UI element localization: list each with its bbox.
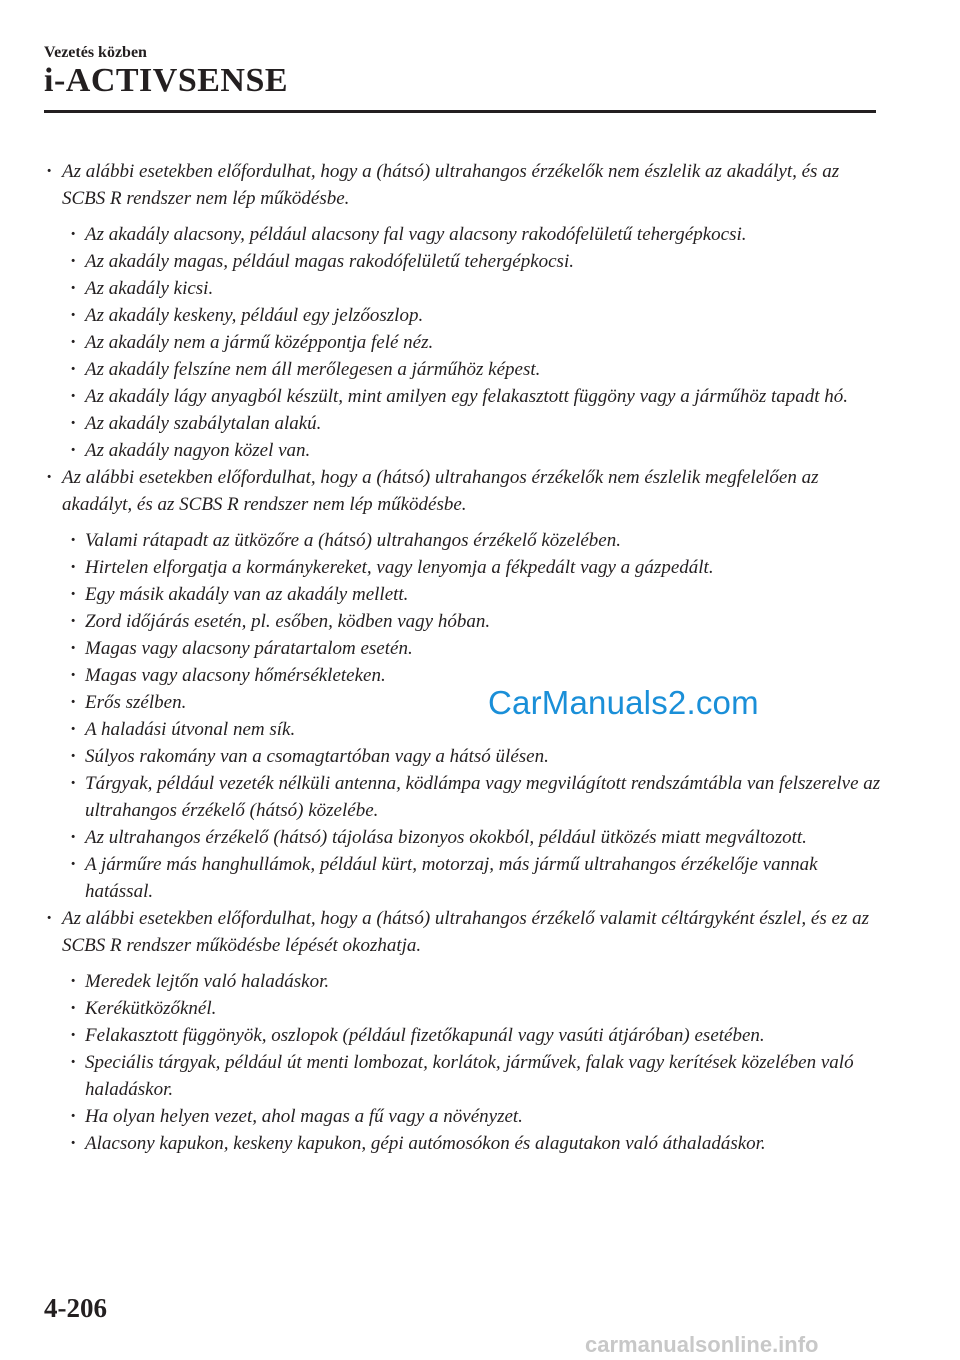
sub-list-item-text: Ha olyan helyen vezet, ahol magas a fű vagy a növényzet.	[85, 1106, 523, 1127]
section-label: Vezetés közben	[44, 44, 147, 61]
sub-list-item	[44, 770, 884, 824]
sub-list-item	[44, 383, 884, 410]
bullet-item	[44, 464, 884, 518]
bullet-dot-icon: ·	[70, 1133, 77, 1154]
bullet-dot-icon: ·	[70, 638, 77, 659]
sub-list-item-text: Alacsony kapukon, keskeny kapukon, gépi autómosókon és alagutakon való áthaladáskor.	[85, 1133, 766, 1154]
bullet-dot-icon: ·	[70, 746, 77, 767]
sub-list-item-text: Tárgyak, például vezeték nélküli antenna, ködlámpa vagy megvilágított rendszámtábla van felszerelve az ultrahangos érzékelő (hátsó) közelébe.	[85, 773, 881, 821]
header-divider	[44, 110, 876, 113]
sub-list-item-text: Egy másik akadály van az akadály mellett.	[85, 584, 409, 605]
manual-content	[44, 158, 884, 1157]
sub-list-item	[44, 608, 884, 635]
bullet-dot-icon: ·	[70, 440, 77, 461]
source-watermark: carmanualsonline.info	[585, 1332, 819, 1357]
sub-list-item-text: Felakasztott függönyök, oszlopok (például fizetőkapunál vagy vasúti átjáróban) esetében.	[85, 1025, 765, 1046]
sub-list-item-text: Meredek lejtőn való haladáskor.	[85, 971, 330, 992]
sub-list-item	[44, 410, 884, 437]
sub-list-item-text: Az akadály felszíne nem áll merőlegesen a járműhöz képest.	[85, 359, 541, 380]
sub-list-item-text: A járműre más hanghullámok, például kürt, motorzaj, más jármű ultrahangos érzékelője vannak hatással.	[85, 854, 818, 902]
bullet-item	[44, 158, 884, 212]
bullet-text: Az alábbi esetekben előfordulhat, hogy a (hátsó) ultrahangos érzékelők nem észlelik megfelelően az akadályt, és az SCBS R rendszer nem lép működésbe.	[62, 467, 819, 515]
sub-list-item-text: Zord időjárás esetén, pl. esőben, ködben vagy hóban.	[85, 611, 491, 632]
sub-list-item	[44, 1049, 884, 1103]
sub-list-item-text: Speciális tárgyak, például út menti lombozat, korlátok, járművek, falak vagy kerítések közelében való haladáskor.	[85, 1052, 854, 1100]
sub-list-item-text: Magas vagy alacsony hőmérsékleteken.	[85, 665, 386, 686]
sub-list-item	[44, 743, 884, 770]
sub-list-item-text: Az akadály nagyon közel van.	[85, 440, 311, 461]
bullet-text: Az alábbi esetekben előfordulhat, hogy a (hátsó) ultrahangos érzékelő valamit céltárgyként észlel, és ez az SCBS R rendszer működésbe lépését okozhatja.	[62, 908, 869, 956]
sub-list-item	[44, 1022, 884, 1049]
sub-list-item	[44, 248, 884, 275]
bullet-dot-icon: ·	[70, 413, 77, 434]
sub-list-item-text: Az akadály lágy anyagból készült, mint amilyen egy felakasztott függöny vagy a járműhöz tapadt hó.	[85, 386, 849, 407]
bullet-section-1	[44, 158, 884, 464]
sub-list-item	[44, 1103, 884, 1130]
sub-list	[44, 221, 884, 464]
sub-list-item	[44, 995, 884, 1022]
bullet-dot-icon: ·	[70, 278, 77, 299]
bullet-dot-icon: ·	[70, 854, 77, 875]
bullet-dot-icon: ·	[70, 332, 77, 353]
bullet-dot-icon: ·	[70, 773, 77, 794]
sub-list-item	[44, 824, 884, 851]
page-number: 4-206	[44, 1293, 107, 1323]
bullet-item	[44, 905, 884, 959]
bullet-dot-icon: ·	[70, 827, 77, 848]
bullet-dot-icon: ·	[46, 161, 53, 182]
watermark-text: CarManuals2.com	[488, 684, 759, 721]
sub-list-item	[44, 1130, 884, 1157]
sub-list-item	[44, 635, 884, 662]
bullet-dot-icon: ·	[70, 584, 77, 605]
bullet-dot-icon: ·	[70, 611, 77, 632]
sub-list-item	[44, 851, 884, 905]
sub-list-item-text: Az akadály alacsony, például alacsony fal vagy alacsony rakodófelületű tehergépkocsi.	[85, 224, 747, 245]
sub-list-item-text: Az akadály kicsi.	[85, 278, 214, 299]
sub-list-item	[44, 329, 884, 356]
sub-list-item-text: Az akadály szabálytalan alakú.	[85, 413, 322, 434]
sub-list-item	[44, 527, 884, 554]
sub-list-item	[44, 554, 884, 581]
bullet-dot-icon: ·	[70, 692, 77, 713]
bullet-text: Az alábbi esetekben előfordulhat, hogy a (hátsó) ultrahangos érzékelők nem észlelik az akadályt, és az SCBS R rendszer nem lép működésbe.	[62, 161, 840, 209]
sub-list-item	[44, 275, 884, 302]
sub-list	[44, 968, 884, 1157]
sub-list-item	[44, 221, 884, 248]
page-title: i-ACTIVSENSE	[44, 62, 289, 99]
sub-list-item-text: Kerékütközőknél.	[85, 998, 217, 1019]
bullet-dot-icon: ·	[70, 665, 77, 686]
sub-list-item-text: Erős szélben.	[85, 692, 187, 713]
sub-list-item-text: Az ultrahangos érzékelő (hátsó) tájolása bizonyos okokból, például ütközés miatt megváltozott.	[85, 827, 807, 848]
bullet-dot-icon: ·	[70, 1025, 77, 1046]
bullet-dot-icon: ·	[70, 305, 77, 326]
bullet-dot-icon: ·	[70, 719, 77, 740]
bullet-dot-icon: ·	[46, 467, 53, 488]
bullet-dot-icon: ·	[46, 908, 53, 929]
sub-list-item-text: A haladási útvonal nem sík.	[85, 719, 296, 740]
bullet-dot-icon: ·	[70, 386, 77, 407]
bullet-dot-icon: ·	[70, 530, 77, 551]
sub-list-item-text: Magas vagy alacsony páratartalom esetén.	[85, 638, 413, 659]
sub-list-item	[44, 581, 884, 608]
sub-list-item-text: Az akadály keskeny, például egy jelzőoszlop.	[85, 305, 424, 326]
bullet-dot-icon: ·	[70, 557, 77, 578]
sub-list-item	[44, 356, 884, 383]
bullet-dot-icon: ·	[70, 1106, 77, 1127]
sub-list-item-text: Hirtelen elforgatja a kormánykereket, vagy lenyomja a fékpedált vagy a gázpedált.	[85, 557, 714, 578]
bullet-dot-icon: ·	[70, 1052, 77, 1073]
sub-list-item-text: Az akadály magas, például magas rakodófelületű tehergépkocsi.	[85, 251, 574, 272]
bullet-dot-icon: ·	[70, 971, 77, 992]
sub-list-item-text: Valami rátapadt az ütközőre a (hátsó) ultrahangos érzékelő közelében.	[85, 530, 621, 551]
bullet-dot-icon: ·	[70, 998, 77, 1019]
bullet-dot-icon: ·	[70, 224, 77, 245]
bullet-section-3	[44, 905, 884, 1157]
bullet-dot-icon: ·	[70, 251, 77, 272]
sub-list-item	[44, 968, 884, 995]
sub-list-item	[44, 437, 884, 464]
bullet-dot-icon: ·	[70, 359, 77, 380]
sub-list-item	[44, 302, 884, 329]
sub-list-item-text: Súlyos rakomány van a csomagtartóban vagy a hátsó ülésen.	[85, 746, 549, 767]
sub-list-item-text: Az akadály nem a jármű középpontja felé néz.	[85, 332, 434, 353]
